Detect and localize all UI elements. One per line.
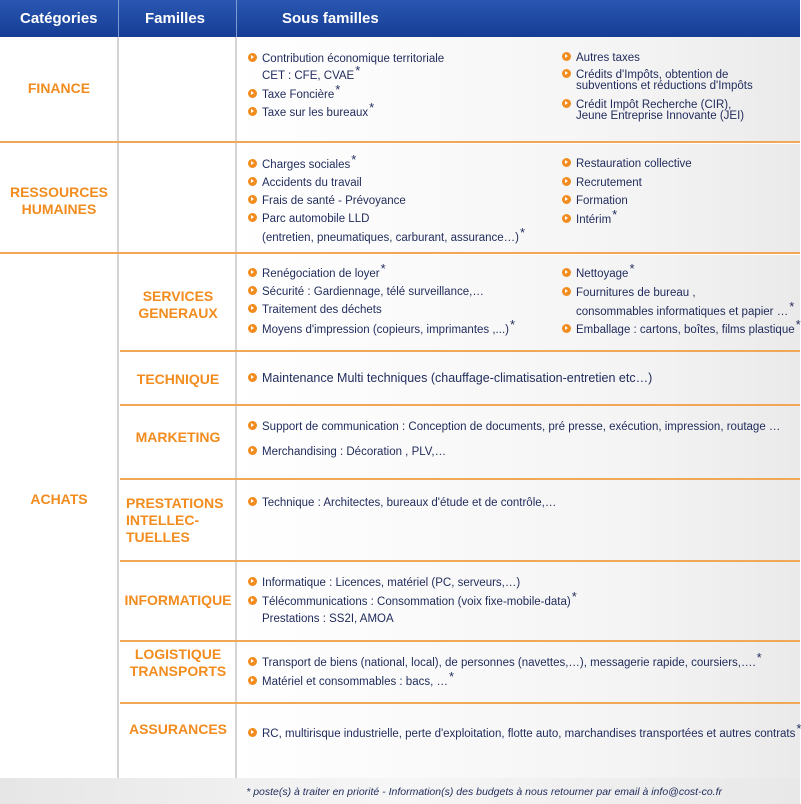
family-services-generaux: SERVICES GENERAUX (138, 288, 218, 321)
list-item: Taxe sur les bureaux* (248, 105, 374, 120)
list-item: Restauration collective (562, 157, 692, 171)
arrow-bullet-icon (248, 676, 257, 685)
family-separator (120, 640, 800, 642)
list-item: Sécurité : Gardiennage, télé surveillance,… (248, 285, 484, 299)
list-item: Moyens d'impression (copieurs, imprimantes ,...)* (248, 322, 515, 337)
arrow-bullet-icon (562, 177, 571, 186)
arrow-bullet-icon (562, 195, 571, 204)
arrow-bullet-icon (248, 497, 257, 506)
header-categories: Catégories (20, 10, 98, 27)
arrow-bullet-icon (562, 268, 571, 277)
family-logistique-transports: LOGISTIQUE TRANSPORTS (129, 646, 227, 679)
list-item: Traitement des déchets (248, 303, 382, 317)
arrow-bullet-icon (248, 177, 257, 186)
column-divider (117, 37, 119, 778)
list-item: Support de communication : Conception de documents, pré presse, exécution, impression, routage … (248, 420, 780, 434)
list-item: Accidents du travail (248, 176, 362, 190)
row-background (237, 642, 800, 702)
arrow-bullet-icon (248, 446, 257, 455)
header-sous-familles: Sous familles (282, 10, 379, 27)
list-item: Informatique : Licences, matériel (PC, serveurs,…) (248, 576, 520, 590)
list-item: subventions et réductions d'Impôts (576, 80, 753, 92)
arrow-bullet-icon (248, 373, 257, 382)
list-item: Frais de santé - Prévoyance (248, 194, 406, 208)
family-separator (120, 404, 800, 406)
list-item: Contribution économique territoriale (248, 51, 445, 66)
list-item: Maintenance Multi techniques (chauffage-climatisation-entretien etc…) (248, 371, 652, 385)
table-header (0, 0, 800, 37)
family-marketing: MARKETING (135, 429, 221, 445)
arrow-bullet-icon (248, 596, 257, 605)
footer (0, 778, 800, 804)
arrow-bullet-icon (562, 324, 571, 333)
arrow-bullet-icon (248, 268, 257, 277)
arrow-bullet-icon (562, 287, 571, 296)
arrow-bullet-icon (562, 99, 571, 108)
list-item: Nettoyage* (562, 266, 635, 281)
family-informatique: INFORMATIQUE (124, 592, 232, 608)
arrow-bullet-icon (248, 195, 257, 204)
arrow-bullet-icon (562, 158, 571, 167)
category-achats: ACHATS (30, 491, 88, 507)
arrow-bullet-icon (562, 69, 571, 78)
arrow-bullet-icon (248, 728, 257, 737)
header-familles: Familles (145, 10, 206, 27)
list-item: Jeune Entreprise Innovante (JEI) (576, 110, 745, 122)
list-item: Télécommunications : Consommation (voix fixe-mobile-data)* (248, 594, 577, 609)
family-prestations-intellectuelles: PRESTATIONS INTELLEC- TUELLES (126, 495, 224, 545)
arrow-bullet-icon (248, 286, 257, 295)
category-separator (0, 252, 800, 254)
list-item: consommables informatiques et papier …* (576, 299, 795, 318)
list-item: Merchandising : Décoration , PLV,… (248, 445, 446, 459)
list-item: Intérim* (562, 212, 617, 227)
list-item: Transport de biens (national, local), de personnes (navettes,…), messagerie rapide, coursiers,….* (248, 655, 762, 670)
list-item: Crédit Impôt Recherche (CIR), (562, 99, 731, 111)
list-item: RC, multirisque industrielle, perte d'exploitation, flotte auto, marchandises transportées et autres contrats* (248, 726, 801, 741)
list-item: Charges sociales* (248, 157, 356, 172)
list-item: (entretien, pneumatiques, carburant, assurance…)* (262, 225, 526, 244)
family-separator (120, 702, 800, 704)
arrow-bullet-icon (248, 213, 257, 222)
arrow-bullet-icon (562, 52, 571, 61)
category-finance: FINANCE (27, 80, 91, 96)
family-separator (120, 350, 800, 352)
arrow-bullet-icon (248, 304, 257, 313)
arrow-bullet-icon (248, 159, 257, 168)
family-separator (120, 478, 800, 480)
footer-note: * poste(s) à traiter en priorité - Information(s) des budgets à nous retourner par email à info@cost-co.fr (246, 786, 722, 798)
row-background (237, 406, 800, 478)
header-divider (118, 0, 119, 37)
header-divider (236, 0, 237, 37)
arrow-bullet-icon (248, 53, 257, 62)
arrow-bullet-icon (248, 421, 257, 430)
list-item: Renégociation de loyer* (248, 266, 386, 281)
list-item: Emballage : cartons, boîtes, films plastique* (562, 322, 801, 337)
list-item: CET : CFE, CVAE* (262, 63, 361, 82)
arrow-bullet-icon (248, 657, 257, 666)
arrow-bullet-icon (248, 89, 257, 98)
list-item: Recrutement (562, 176, 642, 190)
list-item: Formation (562, 194, 628, 208)
list-item: Matériel et consommables : bacs, …* (248, 674, 454, 689)
family-technique: TECHNIQUE (136, 371, 220, 387)
list-item: Autres taxes (562, 51, 640, 65)
list-item: Prestations : SS2I, AMOA (262, 613, 394, 625)
row-background (237, 480, 800, 560)
list-item: Fournitures de bureau , (562, 286, 696, 300)
category-separator (0, 141, 800, 143)
family-separator (120, 560, 800, 562)
list-item: Technique : Architectes, bureaux d'étude et de contrôle,… (248, 496, 556, 510)
list-item: Crédits d'Impôts, obtention de (562, 69, 728, 81)
list-item: Parc automobile LLD (248, 212, 369, 226)
category-ressources-humaines: RESSOURCES HUMAINES (9, 184, 109, 217)
arrow-bullet-icon (248, 107, 257, 116)
arrow-bullet-icon (562, 214, 571, 223)
list-item: Taxe Foncière* (248, 87, 340, 102)
family-assurances: ASSURANCES (128, 721, 227, 737)
row-background (237, 704, 800, 778)
arrow-bullet-icon (248, 577, 257, 586)
arrow-bullet-icon (248, 324, 257, 333)
